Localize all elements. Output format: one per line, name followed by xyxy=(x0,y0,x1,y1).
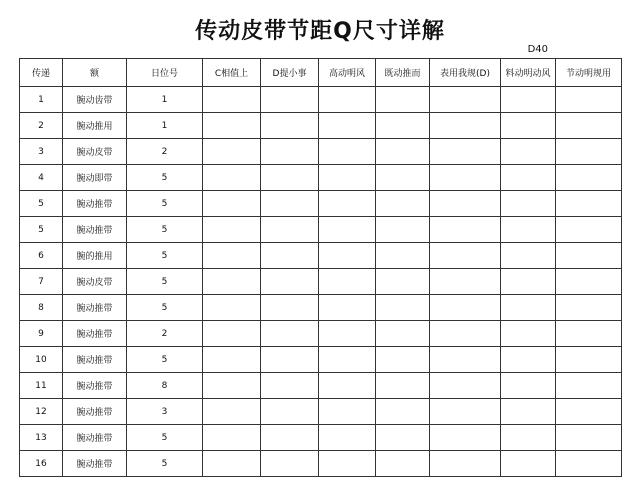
table-row xyxy=(20,373,622,399)
empty-cell xyxy=(319,139,376,165)
empty-cell xyxy=(430,425,501,451)
empty-cell xyxy=(501,295,556,321)
empty-cell xyxy=(501,217,556,243)
empty-cell xyxy=(261,87,319,113)
empty-cell xyxy=(261,373,319,399)
empty-cell xyxy=(501,87,556,113)
empty-cell xyxy=(430,347,501,373)
column-header: 传递 xyxy=(20,59,63,87)
empty-cell xyxy=(261,217,319,243)
table-row xyxy=(20,113,622,139)
empty-cell xyxy=(261,139,319,165)
row-number: 4 xyxy=(20,165,63,191)
empty-cell xyxy=(203,243,261,269)
empty-cell xyxy=(430,399,501,425)
row-name: 腕动皮带 xyxy=(63,269,127,295)
empty-cell xyxy=(319,113,376,139)
empty-cell xyxy=(376,269,430,295)
empty-cell xyxy=(376,191,430,217)
row-quantity: 3 xyxy=(127,399,203,425)
row-name: 腕动推带 xyxy=(63,399,127,425)
table-row xyxy=(20,217,622,243)
empty-cell xyxy=(261,347,319,373)
empty-cell xyxy=(430,87,501,113)
empty-cell xyxy=(261,113,319,139)
row-number: 10 xyxy=(20,347,63,373)
row-number: 2 xyxy=(20,113,63,139)
row-quantity: 2 xyxy=(127,321,203,347)
document-title: 传动皮带节距Q尺寸详解 xyxy=(195,19,445,44)
row-quantity: 8 xyxy=(127,373,203,399)
empty-cell xyxy=(203,321,261,347)
row-quantity: 1 xyxy=(127,87,203,113)
column-header: 高动明风 xyxy=(319,59,376,87)
empty-cell xyxy=(376,399,430,425)
row-name: 腕动推带 xyxy=(63,347,127,373)
row-name: 腕动推带 xyxy=(63,217,127,243)
empty-cell xyxy=(501,347,556,373)
row-number: 13 xyxy=(20,425,63,451)
empty-cell xyxy=(430,269,501,295)
empty-cell xyxy=(203,451,261,477)
row-name: 腕动推用 xyxy=(63,113,127,139)
empty-cell xyxy=(501,269,556,295)
empty-cell xyxy=(203,139,261,165)
empty-cell xyxy=(261,295,319,321)
table-row xyxy=(20,425,622,451)
table-row xyxy=(20,295,622,321)
column-header: 日位号 xyxy=(127,59,203,87)
empty-cell xyxy=(501,373,556,399)
empty-cell xyxy=(203,87,261,113)
empty-cell xyxy=(376,87,430,113)
empty-cell xyxy=(261,425,319,451)
row-quantity: 5 xyxy=(127,243,203,269)
table-row xyxy=(20,87,622,113)
row-number: 7 xyxy=(20,269,63,295)
row-name: 腕动即带 xyxy=(63,165,127,191)
empty-cell xyxy=(319,399,376,425)
empty-cell xyxy=(376,243,430,269)
table-row xyxy=(20,191,622,217)
empty-cell xyxy=(430,165,501,191)
column-header: D提小事 xyxy=(261,59,319,87)
column-header: 节动明规用 xyxy=(556,59,622,87)
empty-cell xyxy=(376,113,430,139)
column-header: 既动推而 xyxy=(376,59,430,87)
table-row xyxy=(20,347,622,373)
empty-cell xyxy=(203,217,261,243)
row-number: 1 xyxy=(20,87,63,113)
empty-cell xyxy=(261,399,319,425)
row-quantity: 5 xyxy=(127,191,203,217)
empty-cell xyxy=(430,321,501,347)
row-number: 3 xyxy=(20,139,63,165)
empty-cell xyxy=(430,451,501,477)
column-header: 料动明动风 xyxy=(501,59,556,87)
row-name: 腕动推带 xyxy=(63,321,127,347)
empty-cell xyxy=(556,217,622,243)
empty-cell xyxy=(430,295,501,321)
empty-cell xyxy=(376,347,430,373)
empty-cell xyxy=(556,87,622,113)
empty-cell xyxy=(203,191,261,217)
row-number: 8 xyxy=(20,295,63,321)
empty-cell xyxy=(203,165,261,191)
empty-cell xyxy=(501,399,556,425)
empty-cell xyxy=(203,373,261,399)
empty-cell xyxy=(430,373,501,399)
row-quantity: 5 xyxy=(127,451,203,477)
empty-cell xyxy=(556,113,622,139)
empty-cell xyxy=(556,399,622,425)
empty-cell xyxy=(556,373,622,399)
empty-cell xyxy=(376,373,430,399)
empty-cell xyxy=(376,295,430,321)
empty-cell xyxy=(203,295,261,321)
row-quantity: 5 xyxy=(127,217,203,243)
row-quantity: 5 xyxy=(127,269,203,295)
empty-cell xyxy=(430,139,501,165)
row-name: 腕动推带 xyxy=(63,191,127,217)
empty-cell xyxy=(319,217,376,243)
empty-cell xyxy=(556,165,622,191)
empty-cell xyxy=(501,425,556,451)
row-name: 腕的推用 xyxy=(63,243,127,269)
row-name: 腕动推带 xyxy=(63,425,127,451)
row-name: 腕动推带 xyxy=(63,295,127,321)
table-row xyxy=(20,451,622,477)
column-header: 表用我规(D) xyxy=(430,59,501,87)
row-number: 9 xyxy=(20,321,63,347)
row-quantity: 5 xyxy=(127,347,203,373)
empty-cell xyxy=(319,191,376,217)
row-number: 12 xyxy=(20,399,63,425)
empty-cell xyxy=(430,217,501,243)
document-code: D40 xyxy=(527,44,548,55)
table-row xyxy=(20,269,622,295)
empty-cell xyxy=(556,243,622,269)
empty-cell xyxy=(501,113,556,139)
empty-cell xyxy=(556,425,622,451)
empty-cell xyxy=(261,243,319,269)
empty-cell xyxy=(203,347,261,373)
empty-cell xyxy=(203,269,261,295)
empty-cell xyxy=(261,165,319,191)
table-row xyxy=(20,399,622,425)
empty-cell xyxy=(501,165,556,191)
empty-cell xyxy=(430,243,501,269)
column-header: C相值上 xyxy=(203,59,261,87)
empty-cell xyxy=(556,139,622,165)
table-row xyxy=(20,243,622,269)
table-row xyxy=(20,321,622,347)
empty-cell xyxy=(319,321,376,347)
empty-cell xyxy=(319,243,376,269)
empty-cell xyxy=(261,321,319,347)
row-name: 腕动推带 xyxy=(63,451,127,477)
row-number: 11 xyxy=(20,373,63,399)
row-name: 腕动推带 xyxy=(63,373,127,399)
empty-cell xyxy=(319,269,376,295)
table-row xyxy=(20,139,622,165)
empty-cell xyxy=(376,165,430,191)
empty-cell xyxy=(430,191,501,217)
empty-cell xyxy=(376,139,430,165)
header-row xyxy=(20,59,622,87)
empty-cell xyxy=(501,451,556,477)
empty-cell xyxy=(376,321,430,347)
empty-cell xyxy=(556,269,622,295)
empty-cell xyxy=(261,269,319,295)
empty-cell xyxy=(501,243,556,269)
empty-cell xyxy=(319,451,376,477)
row-quantity: 2 xyxy=(127,139,203,165)
empty-cell xyxy=(556,321,622,347)
empty-cell xyxy=(203,399,261,425)
empty-cell xyxy=(319,165,376,191)
row-quantity: 5 xyxy=(127,165,203,191)
empty-cell xyxy=(556,347,622,373)
row-number: 5 xyxy=(20,217,63,243)
empty-cell xyxy=(319,87,376,113)
empty-cell xyxy=(556,451,622,477)
empty-cell xyxy=(319,425,376,451)
column-header: 额 xyxy=(63,59,127,87)
empty-cell xyxy=(319,347,376,373)
empty-cell xyxy=(376,217,430,243)
empty-cell xyxy=(203,425,261,451)
empty-cell xyxy=(501,139,556,165)
row-quantity: 5 xyxy=(127,295,203,321)
row-quantity: 1 xyxy=(127,113,203,139)
row-name: 腕动皮带 xyxy=(63,139,127,165)
table-body xyxy=(20,87,622,477)
empty-cell xyxy=(261,191,319,217)
empty-cell xyxy=(430,113,501,139)
empty-cell xyxy=(376,451,430,477)
empty-cell xyxy=(261,451,319,477)
empty-cell xyxy=(319,373,376,399)
empty-cell xyxy=(501,321,556,347)
empty-cell xyxy=(556,295,622,321)
empty-cell xyxy=(376,425,430,451)
empty-cell xyxy=(501,191,556,217)
row-number: 5 xyxy=(20,191,63,217)
table-row xyxy=(20,165,622,191)
row-number: 16 xyxy=(20,451,63,477)
row-quantity: 5 xyxy=(127,425,203,451)
spec-table xyxy=(19,58,622,477)
empty-cell xyxy=(203,113,261,139)
row-name: 腕动齿带 xyxy=(63,87,127,113)
empty-cell xyxy=(319,295,376,321)
empty-cell xyxy=(556,191,622,217)
row-number: 6 xyxy=(20,243,63,269)
